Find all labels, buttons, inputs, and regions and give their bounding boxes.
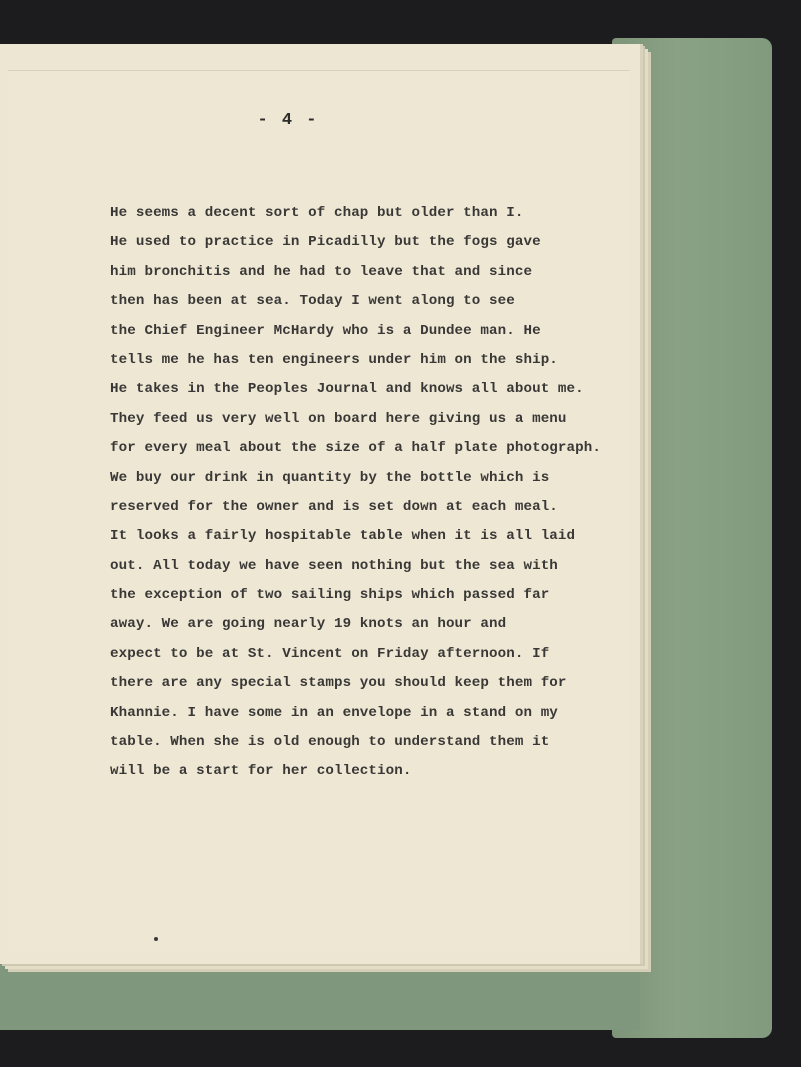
letter-body <box>110 199 620 787</box>
text-line: then has been at sea. Today I went along to see <box>110 293 515 310</box>
text-line: away. We are going nearly 19 knots an hour and <box>110 616 507 633</box>
text-line: table. When she is old enough to understand them it <box>110 734 550 751</box>
text-line: there are any special stamps you should keep them for <box>110 675 567 692</box>
text-line: It looks a fairly hospitable table when it is all laid <box>110 528 576 545</box>
text-line: He takes in the Peoples Journal and knows all about me. <box>110 381 584 398</box>
text-line: tells me he has ten engineers under him on the ship. <box>110 351 558 368</box>
ink-dot <box>154 937 158 941</box>
text-line: reserved for the owner and is set down at each meal. <box>110 498 558 515</box>
text-line: We buy our drink in quantity by the bottle which is <box>110 469 550 486</box>
text-line: for every meal about the size of a half plate photograph. <box>110 440 601 457</box>
text-line: expect to be at St. Vincent on Friday afternoon. If <box>110 645 550 662</box>
text-line: Khannie. I have some in an envelope in a stand on my <box>110 704 558 721</box>
letter-page <box>8 70 630 951</box>
text-line: him bronchitis and he had to leave that and since <box>110 263 533 280</box>
text-line: He seems a decent sort of chap but older than I. <box>110 205 524 221</box>
text-line: out. All today we have seen nothing but the sea with <box>110 557 558 574</box>
text-line: the exception of two sailing ships which passed far <box>110 587 550 604</box>
page-number: - 4 - <box>257 111 319 130</box>
text-line: will be a start for her collection. <box>110 763 412 780</box>
text-line: They feed us very well on board here giving us a menu <box>110 410 567 427</box>
text-line: the Chief Engineer McHardy who is a Dundee man. He <box>110 322 541 339</box>
text-line: He used to practice in Picadilly but the fogs gave <box>110 234 541 251</box>
